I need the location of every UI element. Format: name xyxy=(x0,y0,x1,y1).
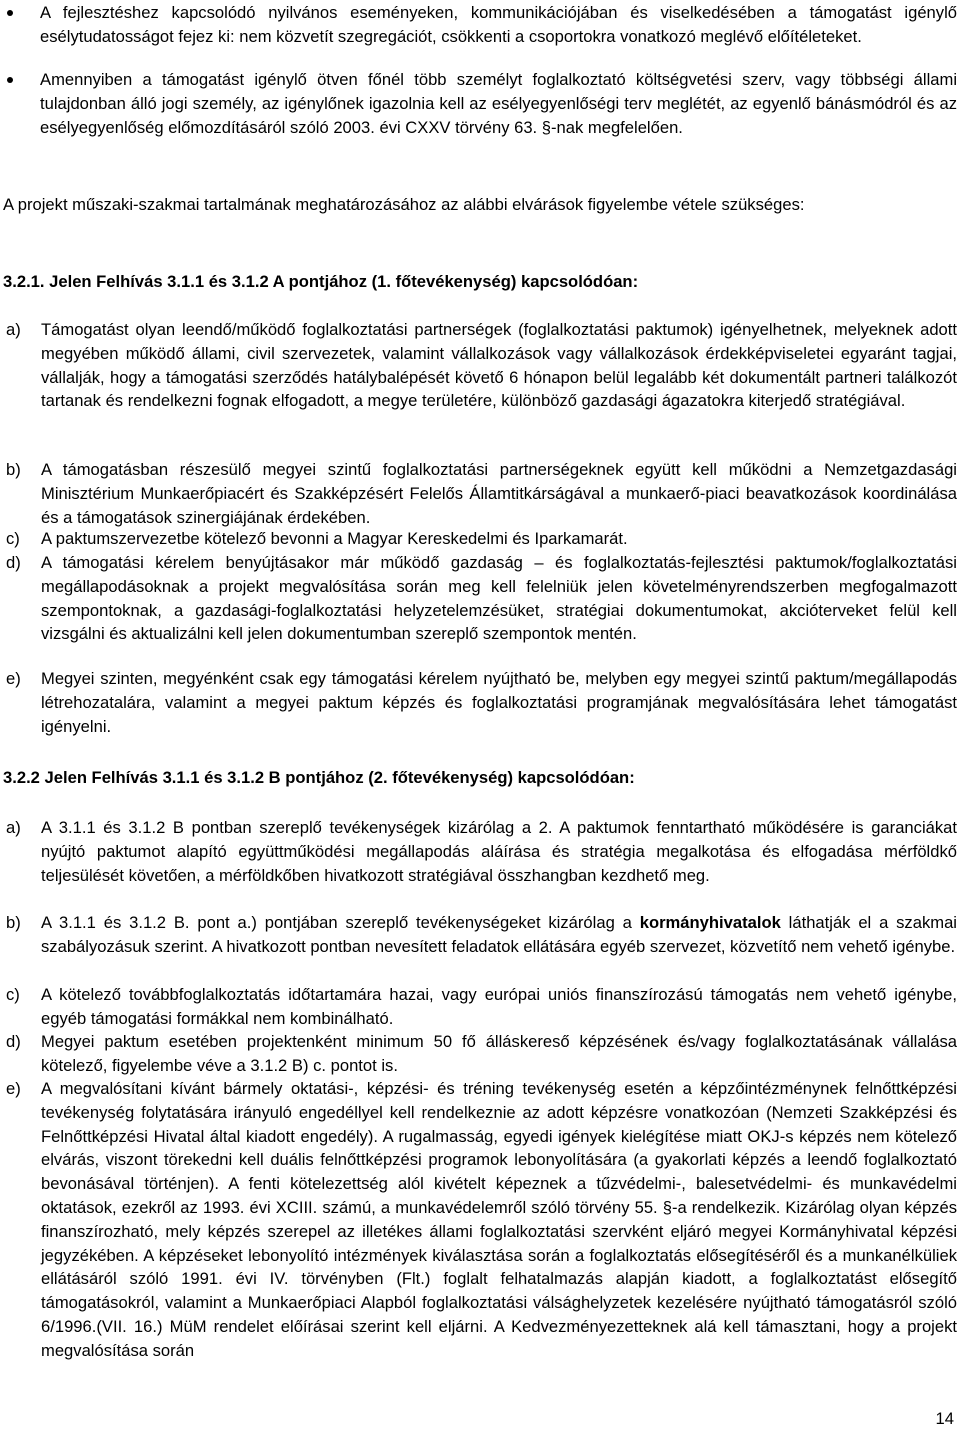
list-item-label: a) xyxy=(6,818,21,837)
list-item-text: A 3.1.1 és 3.1.2 B pontban szereplő tevékenységek kizárólag a 2. A paktumok fenntartható működésére is garanciákat nyújtó paktumot alapító együttműködési megállapodás aláírása és stratégia megalkotása és elfogadása mérföldkő teljesülését követően, a mérföldkőben hivatkozott stratégiával összhangban kezdhető meg. xyxy=(41,818,957,885)
list-item xyxy=(3,527,957,551)
list-item-text-bold: kormányhivatalok xyxy=(639,913,781,932)
list-item-label: e) xyxy=(6,1079,21,1098)
bullet-item xyxy=(3,1,957,49)
page-number: 14 xyxy=(935,1409,954,1428)
list-item-label: d) xyxy=(6,1032,21,1051)
list-item-text: A megvalósítani kívánt bármely oktatási-, képzési- és tréning tevékenység esetén a képzőintézménynek felnőttképzési tevékenység folytatására irányuló engedéllyel kell rendelkeznie az adott képzésre vonatkozóan (Nemzeti Szakképzési és Felnőttképzési Hivatal által kiadott engedély). A rugalmasság, egyedi igények kielégítése miatt OKJ-s képzés nem kötelező elvárás, viszont törekedni kell duális felnőttképzési programok lebonyolítására (a gyakorlati képzés a leendő foglalkoztató bevonásával történjen). A fenti kötelezettség alól kivételt képeznek a tűzvédelmi-, balesetvédelmi- és munkavédelmi oktatások, ezekről az 1993. évi XCIII. számú, a munkavédelemről szóló törvény 55. §-a rendelkezik. Kizárólag olyan képzés finanszírozható, mely képzés szerepel az illetékes állami foglalkoztatási szervként eljáró megyei Kormányhivatal képzési jegyzékében. A képzéseket lebonyolító intézmények kiválasztása során a foglalkoztatás elősegítéséről és a munkanélküliek ellátásáról szóló 1991. évi IV. törvényben (Flt.) foglalt felhatalmazás alapján kiadott, a foglalkoztatást elősegítő támogatásokról, valamint a Munkaerőpiaci Alapból foglalkoztatási válsághelyzetek kezelésére nyújtható támogatásról szóló 6/1996.(VII. 16.) MüM rendelet előírásai szerint kell eljárni. A Kedvezményezetteknek alá kell támasztani, hogy a projekt megvalósítása során xyxy=(41,1079,957,1360)
list-item xyxy=(3,551,957,646)
bullet-text: A fejlesztéshez kapcsolódó nyilvános eseményeken, kommunikációjában és viselkedésében a támogatást igénylő esélytudatosságot fejez ki: nem közvetít szegregációt, csökkenti a csoportokra vonatkozó meglévő előítéleteket. xyxy=(40,3,957,46)
bullet-dot-icon xyxy=(7,10,13,16)
bullet-text: Amennyiben a támogatást igénylő ötven főnél több személyt foglalkoztató költségvetési szerv, vagy többségi állami tulajdonban álló jogi személy, az igénylőnek igazolnia kell az esélyegyenlőségi terv meglétét, az egyenlő bánásmódról és az esélyegyenlőség előmozdításáról szóló 2003. évi CXXV törvény 63. §-nak megfelelően. xyxy=(40,70,957,137)
list-item-label: c) xyxy=(6,529,20,548)
list-item xyxy=(3,318,957,413)
list-item-text: A támogatási kérelem benyújtásakor már működő gazdaság – és foglalkoztatás-fejlesztési paktumok/foglalkoztatási megállapodásoknak a projekt megvalósítása során meg kell felelniük jelen követelményrendszerben megfogalmazott szempontoknak, a gazdasági-foglalkoztatási helyzetelemzésüket, stratégiai dokumentumokat, akcióterveket felül kell vizsgálni és aktualizálni kell jelen dokumentumban szereplő szempontok mentén. xyxy=(41,553,957,644)
list-item-text: A paktumszervezetbe kötelező bevonni a Magyar Kereskedelmi és Iparkamarát. xyxy=(41,529,628,548)
list-item-label: d) xyxy=(6,553,21,572)
list-item-text: Támogatást olyan leendő/működő foglalkoztatási partnerségek (foglalkoztatási paktumok) igényelhetnek, melyeknek adott megyében működő állami, civil szervezetek, valamint vállalkozások vagy vállalkozások érdekképviseletei egyaránt tagjai, vállalják, hogy a támogatási szerződés hatálybalépését követő 6 hónapon belül legalább két dokumentált partneri találkozót tartanak és rendelkezni fognak elfogadott, a megye területére, különböző gazdasági ágazatokra kiterjedő stratégiával. xyxy=(41,320,957,411)
list-item-text: A kötelező továbbfoglalkoztatás időtartamára hazai, vagy európai uniós finanszírozású támogatás nem vehető igénybe, egyéb támogatási formákkal nem kombinálható. xyxy=(41,985,957,1028)
list-item-label: c) xyxy=(6,985,20,1004)
list-item xyxy=(3,816,957,887)
list-item-text: A támogatásban részesülő megyei szintű foglalkoztatási partnerségeknek együtt kell működni a Nemzetgazdasági Minisztérium Munkaerőpiacért és Szakképzésért Felelős Államtitkárságával a munkaerő-piaci beavatkozások koordinálása és a támogatások szinergiájának érdekében. xyxy=(41,460,957,527)
bullet-item xyxy=(3,68,957,139)
list-item-text: Megyei paktum esetében projektenként minimum 50 fő álláskereső képzésének és/vagy foglalkoztatásának vállalása kötelező, figyelembe véve a 3.1.2 B) c. pontot is. xyxy=(41,1032,957,1075)
list-item xyxy=(3,983,957,1031)
list-item-text-start: A 3.1.1 és 3.1.2 B. pont a.) pontjában szereplő tevékenységeket kizárólag a xyxy=(41,913,640,932)
list-item xyxy=(3,911,957,959)
bullet-dot-icon xyxy=(7,77,13,83)
section-heading: 3.2.2 Jelen Felhívás 3.1.1 és 3.1.2 B pontjához (2. főtevékenység) kapcsolódóan: xyxy=(3,768,635,787)
list-item-label: b) xyxy=(6,460,21,479)
list-item-label: b) xyxy=(6,913,21,932)
intro-paragraph: A projekt műszaki-szakmai tartalmának meghatározásához az alábbi elvárások figyelembe vétele szükséges: xyxy=(3,195,805,214)
list-item xyxy=(3,1077,957,1363)
section-heading: 3.2.1. Jelen Felhívás 3.1.1 és 3.1.2 A pontjához (1. főtevékenység) kapcsolódóan: xyxy=(3,272,639,291)
list-item xyxy=(3,667,957,738)
list-item-text-end: láthatják el a szakmai szabályozásuk szerint. A hivatkozott pontban nevesített feladatok ellátására egyéb szervezet, közvetítő nem vehető igénybe. xyxy=(41,913,957,956)
list-item xyxy=(3,1030,957,1078)
list-item xyxy=(3,458,957,529)
list-item-label: a) xyxy=(6,320,21,339)
list-item-text: Megyei szinten, megyénként csak egy támogatási kérelem nyújtható be, melyben egy megyei szintű paktum/megállapodás létrehozatalára, valamint a megyei paktum képzés és foglalkoztatási programjának megvalósítására lehet támogatást igényelni. xyxy=(41,669,957,736)
list-item-label: e) xyxy=(6,669,21,688)
